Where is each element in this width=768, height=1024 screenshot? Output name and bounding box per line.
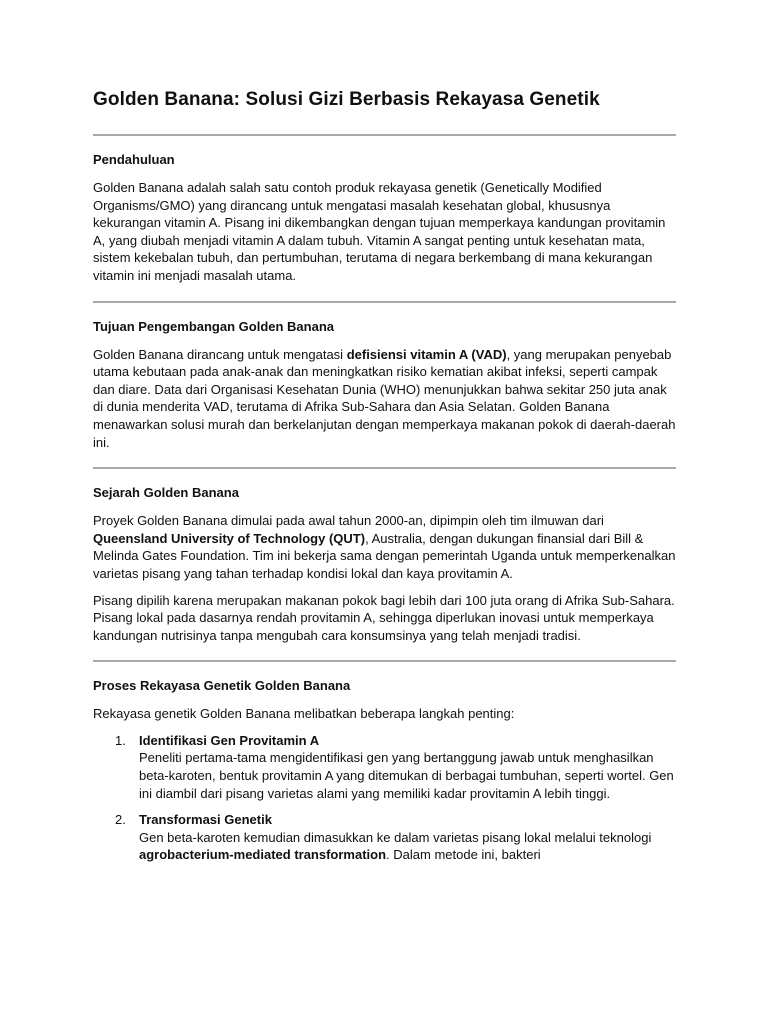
paragraph — [93, 346, 676, 452]
paragraph: Golden Banana adalah salah satu contoh produk rekayasa genetik (Genetically Modified Organisms/GMO) yang dirancang untuk mengatasi masalah kesehatan global, khususnya kekurangan vitamin A. Pisang ini dikembangkan dengan tujuan memperkaya kandungan provitamin A, yang diubah menjadi vitamin A dalam tubuh. Vitamin A sangat penting untuk kesehatan mata, sistem kekebalan tubuh, dan pertumbuhan, terutama di negara berkembang di mana kekurangan vitamin ini menjadi masalah utama. — [93, 180, 666, 283]
paragraph: Rekayasa genetik Golden Banana melibatkan beberapa langkah penting: — [93, 706, 515, 722]
section-sejarah — [93, 484, 676, 644]
section-heading: Tujuan Pengembangan Golden Banana — [93, 318, 335, 334]
divider — [93, 467, 676, 469]
text-run: , yang merupakan penyebab utama kebutaan pada anak-anak dan meningkatkan risiko kematian akibat infeksi, seperti campak dan diare. Data dari Organisasi Kesehatan Dunia (WHO) menunjukkan bahwa sekitar 250 juta anak di dunia menderita VAD, terutama di Afrika Sub-Sahara dan Asia Selatan. Golden Banana menawarkan solusi murah dan berkelanjutan dengan memperkaya makanan pokok di daerah-daerah ini. — [93, 346, 676, 450]
section-heading: Proses Rekayasa Genetik Golden Banana — [93, 678, 351, 694]
paragraph — [93, 512, 676, 582]
divider — [93, 660, 676, 662]
section-heading: Pendahuluan — [93, 152, 175, 167]
divider — [93, 301, 676, 303]
text-run: Golden Banana dirancang untuk mengatasi — [93, 346, 347, 362]
text-run: Proyek Golden Banana dimulai pada awal tahun 2000-an, dipimpin oleh tim ilmuwan dari — [93, 513, 604, 529]
bold-term: agrobacterium-mediated transformation — [139, 847, 387, 863]
step-title: Identifikasi Gen Provitamin A — [139, 732, 320, 748]
section-tujuan — [93, 318, 676, 452]
list-number: 2. — [115, 812, 126, 828]
divider — [93, 134, 676, 136]
paragraph: Pisang dipilih karena merupakan makanan pokok bagi lebih dari 100 juta orang di Afrika Sub-Sahara. Pisang lokal pada dasarnya rendah provitamin A, sehingga diperlukan inovasi untuk memperkaya kandungan nutrisinya tanpa mengubah cara konsumsinya yang telah menjadi tradisi. — [93, 592, 675, 643]
section-proses — [93, 677, 676, 864]
step-text: Peneliti pertama-tama mengidentifikasi gen yang bertanggung jawab untuk menghasilkan beta-karoten, bentuk provitamin A yang ditemukan di berbagai tumbuhan, seperti wortel. Gen ini diambil dari pisang varietas alami yang memiliki kadar provitamin A lebih tinggi. — [139, 750, 674, 801]
text-run: . Dalam metode ini, bakteri — [386, 847, 541, 863]
bold-term: defisiensi vitamin A (VAD) — [346, 346, 507, 362]
list-item — [93, 811, 676, 864]
text-run: , Australia, dengan dukungan finansial dari Bill & Melinda Gates Foundation. Tim ini bekerja sama dengan pemerintah Uganda untuk memperkenalkan varietas pisang yang tahan terhadap kondisi lokal dan kaya provitamin A. — [93, 530, 676, 581]
step-text — [139, 829, 676, 864]
step-title: Transformasi Genetik — [139, 812, 272, 828]
text-run: Gen beta-karoten kemudian dimasukkan ke dalam varietas pisang lokal melalui teknologi — [139, 829, 652, 845]
document-body — [93, 88, 676, 873]
numbered-list — [93, 732, 676, 864]
section-pendahuluan — [93, 151, 676, 285]
bold-term: Queensland University of Technology (QUT) — [93, 530, 366, 546]
list-number: 1. — [115, 732, 126, 748]
list-item — [93, 732, 676, 802]
section-heading: Sejarah Golden Banana — [93, 485, 239, 501]
document-title: Golden Banana: Solusi Gizi Berbasis Rekayasa Genetik — [93, 89, 600, 110]
